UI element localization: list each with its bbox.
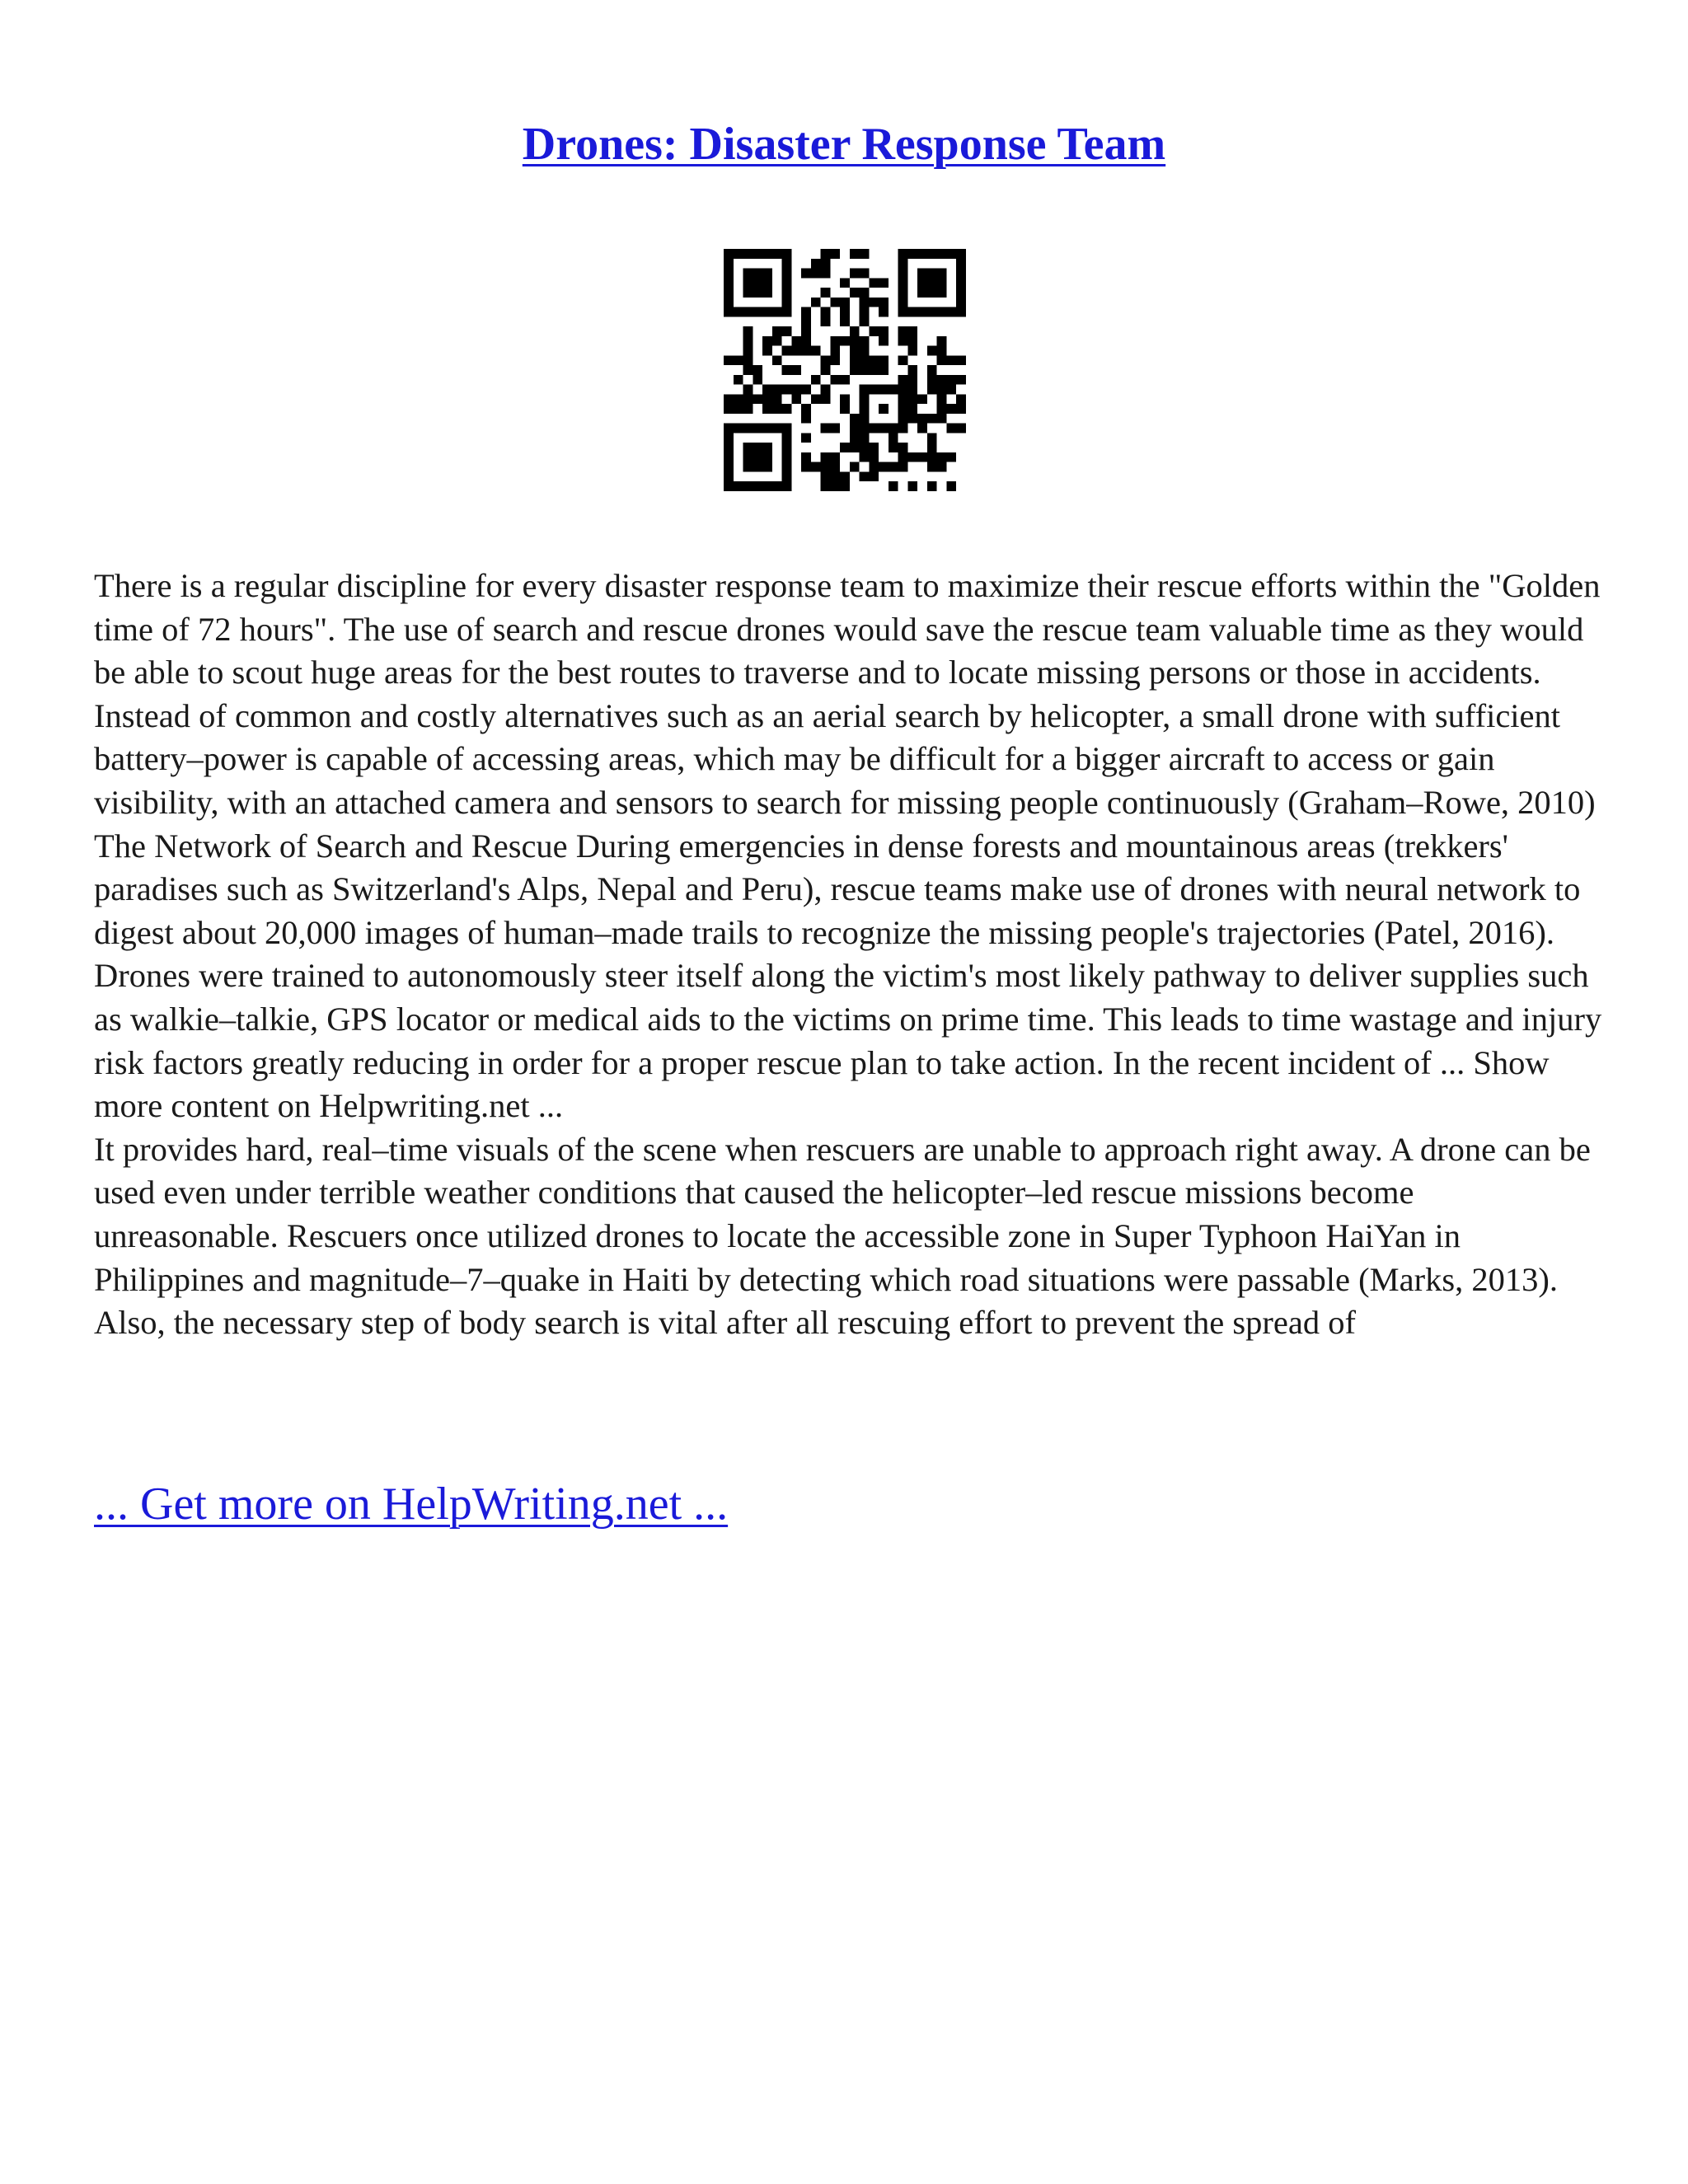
article-body bbox=[94, 565, 1602, 1345]
title-link[interactable]: Drones: Disaster Response Team bbox=[522, 119, 1166, 170]
get-more-link-container bbox=[94, 1475, 728, 1533]
get-more-link[interactable]: ... Get more on HelpWriting.net ... bbox=[94, 1479, 729, 1530]
page-title bbox=[0, 115, 1688, 173]
paragraph-2: It provides hard, real–time visuals of the scene when rescuers are unable to approach right away. A drone can be used even under terrible weather conditions that caused the helicopter–led rescue missions become unreasonable. Rescuers once utilized drones to locate the accessible zone in Super Typhoon HaiYan in Philippines and magnitude–7–quake in Haiti by detecting which road situations were passable (Marks, 2013). Also, the necessary step of body search is vital after all rescuing effort to prevent the spread of bbox=[94, 1130, 1591, 1342]
paragraph-1: There is a regular discipline for every disaster response team to maximize their rescue efforts within the "Golden time of 72 hours". The use of search and rescue drones would save the rescue team valuable time as they would be able to scout huge areas for the best routes to traverse and to locate missing persons or those in accidents. Instead of common and costly alternatives such as an aerial search by helicopter, a small drone with sufficient battery–power is capable of accessing areas, which may be difficult for a bigger aircraft to access or gain visibility, with an attached camera and sensors to search for missing people continuously (Graham–Rowe, 2010) The Network of Search and Rescue During emergencies in dense forests and mountainous areas (trekkers' paradises such as Switzerland's Alps, Nepal and Peru), rescue teams make use of drones with neural network to digest about 20,000 images of human–made trails to recognize the missing people's trajectories (Patel, 2016). Drones were trained to autonomously steer itself along the victim's most likely pathway to deliver supplies such as walkie–talkie, GPS locator or medical aids to the victims on prime time. This leads to time wastage and injury risk factors greatly reducing in order for a proper rescue plan to take action. In the recent incident of ... Show more content on Helpwriting.net ... bbox=[94, 567, 1602, 1125]
qr-code-icon bbox=[724, 249, 966, 491]
